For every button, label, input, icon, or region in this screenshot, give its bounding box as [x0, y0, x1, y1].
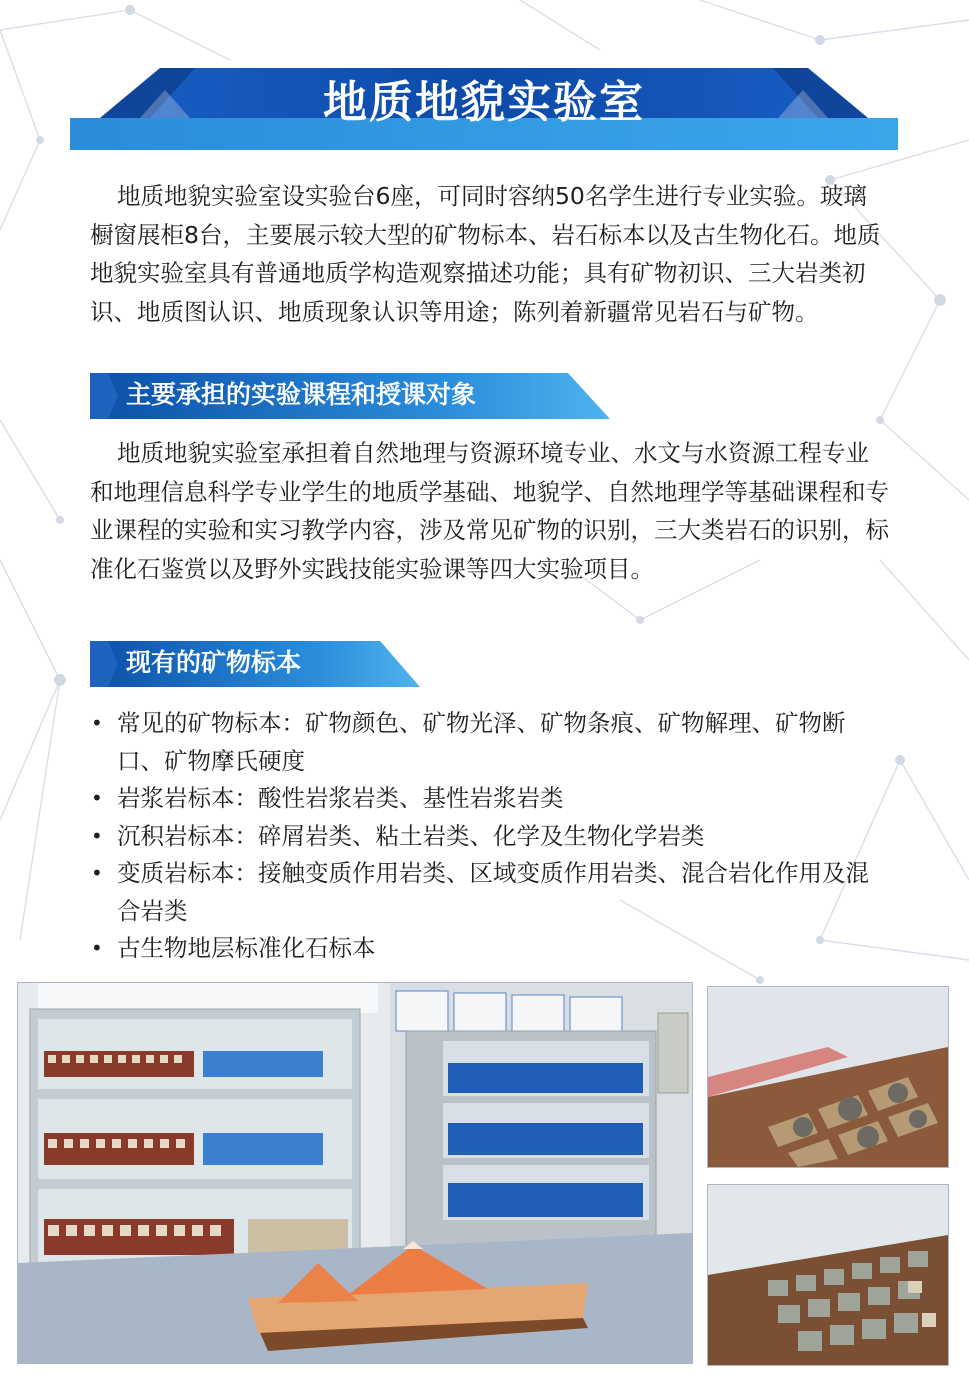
- section-heading-courses: [90, 373, 610, 419]
- lab-photo-main: [17, 982, 693, 1364]
- list-item: • 常见的矿物标本：矿物颜色、矿物光泽、矿物条痕、矿物解理、矿物断口、矿物摩氏硬度: [90, 705, 890, 780]
- section-heading-courses-label: 主要承担的实验课程和授课对象: [126, 380, 477, 409]
- section-heading-specimens: [90, 641, 420, 687]
- section-heading-specimens-label: 现有的矿物标本: [126, 648, 302, 677]
- list-item: • 古生物地层标准化石标本: [90, 930, 890, 968]
- courses-paragraph: 地质地貌实验室承担着自然地理与资源环境专业、水文与水资源工程专业和地理信息科学专业学生的地质学基础、地貌学、自然地理学等基础课程和专业课程的实验和实习教学内容，涉及常见矿物的识别，三大类岩石的识别，标准化石鉴赏以及野外实践技能实验课等四大实验项目。: [90, 439, 889, 583]
- bullet-icon: •: [91, 823, 103, 848]
- specimen-list: [90, 705, 890, 968]
- list-item: • 变质岩标本：接触变质作用岩类、区域变质作用岩类、混合岩化作用及混合岩类: [90, 855, 890, 930]
- title-banner: [70, 60, 898, 152]
- intro-paragraph: 地质地貌实验室设实验台6座，可同时容纳50名学生进行专业实验。玻璃橱窗展柜8台，主要展示较大型的矿物标本、岩石标本以及古生物化石。地质地貌实验室具有普通地质学构造观察描述功能；具有矿物初识、三大岩类初识、地质图认识、地质现象认识等用途；陈列着新疆常见岩石与矿物。: [90, 182, 881, 326]
- list-item: • 沉积岩标本：碎屑岩类、粘土岩类、化学及生物化学岩类: [90, 818, 890, 856]
- page-title: 地质地貌实验室: [323, 77, 645, 128]
- bullet-icon: •: [91, 711, 103, 735]
- specimen-photo-top: [707, 986, 949, 1168]
- specimen-photo-bottom: [707, 1184, 949, 1366]
- bullet-icon: •: [91, 936, 103, 960]
- list-item: • 岩浆岩标本：酸性岩浆岩类、基性岩浆岩类: [90, 780, 890, 818]
- bullet-icon: •: [91, 861, 103, 885]
- bullet-icon: •: [91, 786, 103, 810]
